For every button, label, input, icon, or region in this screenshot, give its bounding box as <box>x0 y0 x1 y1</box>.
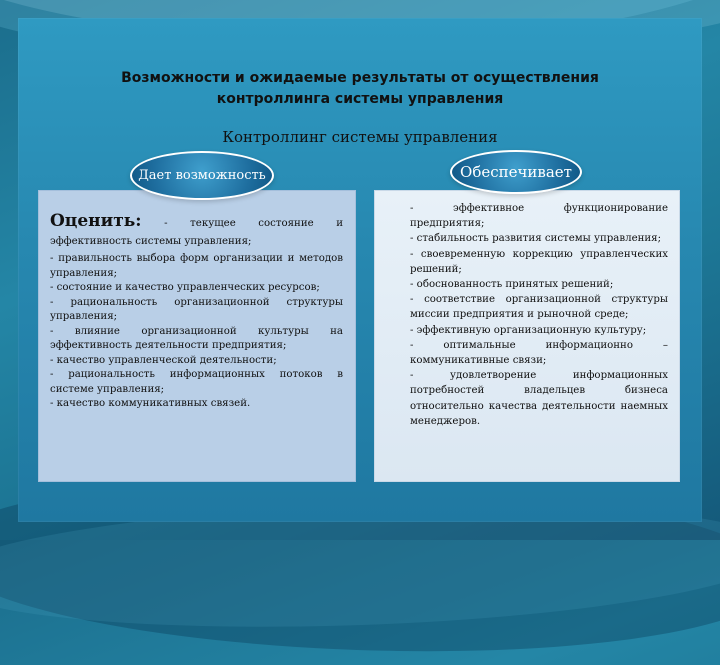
right-panel-item: - своевременную коррекцию управленческих решений; <box>410 248 668 275</box>
right-header-label: Обеспечивает <box>460 163 572 181</box>
right-panel-text <box>410 201 668 429</box>
right-panel-item: - эффективное функционирование предприятия; <box>410 203 668 230</box>
left-panel-lead: Оценить: <box>50 211 142 231</box>
right-header-ellipse <box>450 150 582 194</box>
right-panel-item: - соответствие организационной структуры миссии предприятия и рыночной среде; <box>410 294 668 321</box>
right-panel-item: - обоснованность принятых решений; <box>410 279 614 291</box>
left-panel-item: - влияние организационной культуры на эффективность деятельности предприятия; <box>50 325 343 351</box>
left-panel-lead-rest: - текущее состояние и эффективность системы управления; <box>50 218 343 247</box>
left-panel-item: - правильность выбора форм организации и методов управления; <box>50 253 343 279</box>
right-panel-item: - оптимальные информационно – коммуникативные связи; <box>410 339 668 367</box>
right-panel-item: - эффективную организационную культуру; <box>410 324 647 336</box>
left-panel-item: - состояние и качество управленческих ресурсов; <box>50 282 320 293</box>
left-panel-item: - рациональность информационных потоков в системе управления; <box>50 369 343 395</box>
slide-title-line-2: контроллинга системы управления <box>216 91 504 107</box>
left-header-label: Дает возможность <box>138 168 266 183</box>
right-panel-item: - удовлетворение информационных потребностей владельцев бизнеса относительно качества деятельности наемных менеджеров. <box>410 370 668 427</box>
left-panel-intro <box>50 212 343 251</box>
right-panel-item: - стабильность развития системы управления; <box>410 233 662 245</box>
left-panel-item: - рациональность организационной структуры управления; <box>50 296 343 322</box>
slide-subtitle: Контроллинг системы управления <box>222 128 498 146</box>
left-header-ellipse <box>130 151 274 200</box>
left-panel-item: - качество коммуникативных связей. <box>50 398 251 409</box>
left-panel-text <box>50 212 343 412</box>
left-panel-item: - качество управленческой деятельности; <box>50 354 277 366</box>
slide-title <box>115 68 605 110</box>
slide-title-line-1: Возможности и ожидаемые результаты от осуществления <box>121 70 599 86</box>
